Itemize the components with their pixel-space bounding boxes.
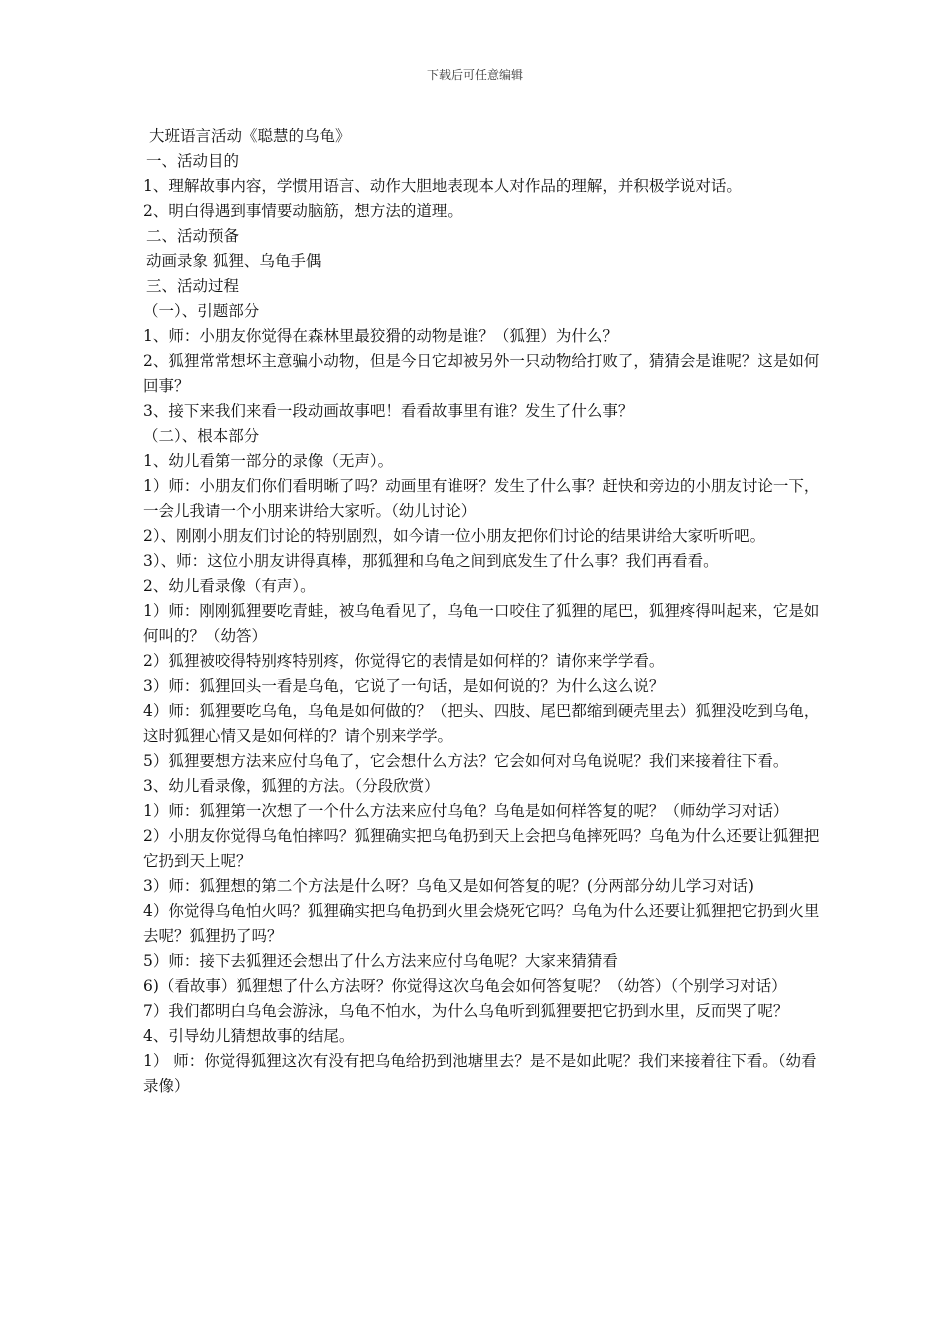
subsection-heading: （二）、根本部分 (143, 427, 260, 445)
document-title: 大班语言活动《聪慧的乌龟》 (149, 127, 351, 145)
paragraph: 1） 师：你觉得狐狸这次有没有把乌龟给扔到池塘里去？是不是如此呢？我们来接着往下看。（幼看录像） (143, 1052, 817, 1095)
paragraph: 3、幼儿看录像，狐狸的方法。（分段欣赏） (143, 777, 440, 795)
paragraph: 7）我们都明白乌龟会游泳，乌龟不怕水，为什么乌龟听到狐狸要把它扔到水里，反而哭了呢？ (143, 1002, 789, 1020)
section-heading: 二、活动预备 (146, 227, 240, 245)
paragraph: 动画录象 狐狸、乌龟手偶 (146, 252, 322, 270)
paragraph: 1）师：狐狸第一次想了一个什么方法来应付乌龟？乌龟是如何样答复的呢？（师幼学习对话） (143, 802, 789, 820)
paragraph: 5）师：接下去狐狸还会想出了什么方法来应付乌龟呢？大家来猜猜看 (143, 952, 618, 970)
paragraph: 1、师：小朋友你觉得在森林里最狡猾的动物是谁？（狐狸）为什么？ (143, 327, 618, 345)
paragraph: 2、狐狸常常想坏主意骗小动物，但是今日它却被另外一只动物给打败了，猜猜会是谁呢？这是如何回事？ (143, 352, 820, 395)
document-body (143, 124, 823, 1099)
section-heading: 一、活动目的 (146, 152, 240, 170)
paragraph: 3、接下来我们来看一段动画故事吧！看看故事里有谁？发生了什么事？ (143, 402, 634, 420)
paragraph: 2）狐狸被咬得特别疼特别疼，你觉得它的表情是如何样的？请你来学学看。 (143, 652, 665, 670)
paragraph: 1）师：小朋友们你们看明晰了吗？动画里有谁呀？发生了什么事？赶快和旁边的小朋友讨论一下，一会儿我请一个小朋来讲给大家听。（幼儿讨论） (143, 477, 820, 520)
paragraph: 4）你觉得乌龟怕火吗？狐狸确实把乌龟扔到火里会烧死它吗？乌龟为什么还要让狐狸把它扔到火里去呢？狐狸扔了吗？ (143, 902, 820, 945)
paragraph: 3）师：狐狸回头一看是乌龟，它说了一句话，是如何说的？为什么这么说？ (143, 677, 665, 695)
paragraph: 5）狐狸要想方法来应付乌龟了，它会想什么方法？它会如何对乌龟说呢？我们来接着往下看。 (143, 752, 789, 770)
paragraph: 3）、师：这位小朋友讲得真棒，那狐狸和乌龟之间到底发生了什么事？我们再看看。 (143, 552, 719, 570)
paragraph: 3）师：狐狸想的第二个方法是什么呀？乌龟又是如何答复的呢？(分两部分幼儿学习对话) (143, 877, 754, 895)
paragraph: 2、明白得遇到事情要动脑筋，想方法的道理。 (143, 202, 463, 220)
subsection-heading: （一）、引题部分 (143, 302, 260, 320)
section-heading: 三、活动过程 (146, 277, 240, 295)
paragraph: 2）、刚刚小朋友们讨论的特别剧烈，如今请一位小朋友把你们讨论的结果讲给大家听听吧。 (143, 527, 766, 545)
paragraph: 4、引导幼儿猜想故事的结尾。 (143, 1027, 355, 1045)
paragraph: 1、幼儿看第一部分的录像（无声）。 (143, 452, 394, 470)
paragraph: 1）师：刚刚狐狸要吃青蛙，被乌龟看见了，乌龟一口咬住了狐狸的尾巴，狐狸疼得叫起来，它是如何叫的？（幼答） (143, 602, 820, 645)
paragraph: 4）师：狐狸要吃乌龟，乌龟是如何做的？（把头、四肢、尾巴都缩到硬壳里去）狐狸没吃到乌龟，这时狐狸心情又是如何样的？请个别来学学。 (143, 702, 820, 745)
paragraph: 1、理解故事内容，学惯用语言、动作大胆地表现本人对作品的理解，并积极学说对话。 (143, 177, 742, 195)
paragraph: 2）小朋友你觉得乌龟怕摔吗？狐狸确实把乌龟扔到天上会把乌龟摔死吗？乌龟为什么还要让狐狸把它扔到天上呢？ (143, 827, 820, 870)
paragraph: 6)（看故事）狐狸想了什么方法呀？你觉得这次乌龟会如何答复呢？（幼答）（个别学习对话） (143, 977, 787, 995)
page-header: 下载后可任意编辑 (426, 68, 523, 82)
paragraph: 2、幼儿看录像（有声）。 (143, 577, 316, 595)
